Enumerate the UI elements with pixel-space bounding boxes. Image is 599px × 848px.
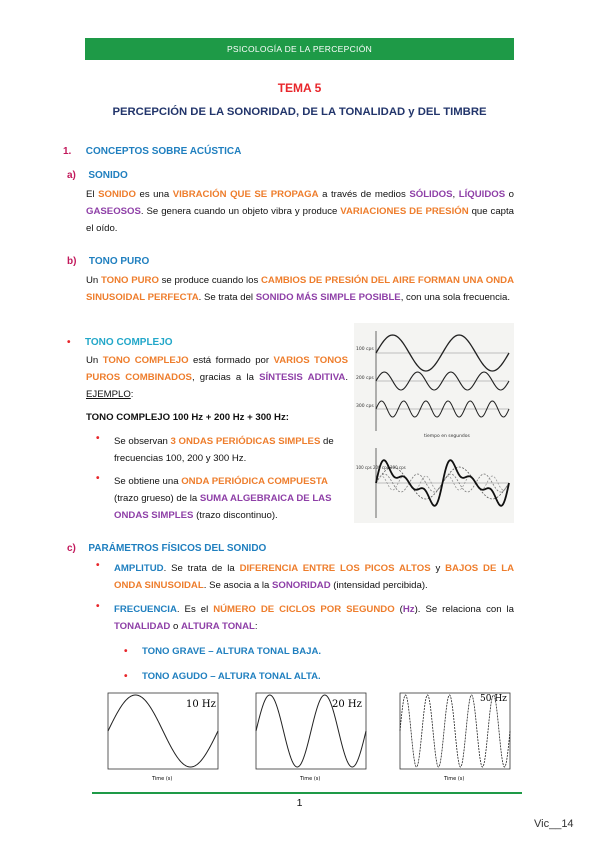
section-title: CONCEPTOS SOBRE ACÚSTICA	[85, 146, 242, 157]
bullet-marker: •	[96, 433, 100, 444]
bullet-marker: •	[96, 601, 100, 612]
subsection-marker: b)	[67, 256, 77, 267]
frequency-plot-20hz	[248, 689, 368, 784]
complex-tone-figure	[354, 323, 514, 523]
bullet-marker: •	[96, 473, 100, 484]
plot-label: 20 Hz	[332, 699, 362, 710]
axis-label: tiempo en segundos	[424, 434, 470, 439]
plot-xlabel: Time (s)	[152, 776, 173, 782]
page-number: 1	[296, 797, 303, 809]
header-banner: PSICOLOGÍA DE LA PERCEPCIÓN	[85, 38, 514, 60]
subsection-marker: a)	[67, 170, 76, 181]
plot-xlabel: Time (s)	[300, 776, 321, 782]
list-item	[124, 666, 321, 684]
footer-divider	[92, 792, 522, 794]
subsection-c-heading	[67, 538, 266, 556]
subsection-title: TONO PURO	[88, 256, 150, 267]
list-item	[124, 641, 321, 659]
wave-label: 100 cps 200 cps 300 cps	[356, 465, 406, 470]
subsection-title: SONIDO	[88, 170, 128, 181]
subsection-a-heading	[67, 165, 128, 183]
list-item: • Se observan 3 ONDAS PERIÓDICAS SIMPLES de frecuencias 100, 200 y 300 Hz.	[96, 433, 334, 464]
bullet-marker: •	[124, 671, 128, 682]
plot-label: 10 Hz	[186, 699, 216, 710]
section-number: 1.	[63, 146, 72, 157]
tono-agudo: TONO AGUDO – ALTURA TONAL ALTA.	[141, 671, 321, 682]
list-item: • AMPLITUD. Se trata de la DIFERENCIA ENTRE LOS PICOS ALTOS y BAJOS DE LA ONDA SINUSOIDAL. Se asocia a la SONORIDAD (intensidad percibida).	[96, 560, 514, 591]
frequency-plot-50hz	[392, 689, 512, 784]
section-heading	[63, 141, 241, 159]
frequency-plot-10hz	[100, 689, 220, 784]
subsection-b-heading	[67, 251, 149, 269]
bullet-marker: •	[67, 337, 71, 348]
list-item: • Se obtiene una ONDA PERIÓDICA COMPUESTA (trazo grueso) de la SUMA ALGEBRAICA DE LAS ONDAS SIMPLES (trazo discontinuo).	[96, 473, 332, 521]
tono-complejo-paragraph: Un TONO COMPLEJO está formado por VARIOS TONOS PUROS COMBINADOS, gracias a la SÍNTESIS ADITIVA. EJEMPLO:	[86, 355, 348, 400]
subsection-marker: c)	[67, 543, 76, 554]
wave-label: 100 cps	[356, 347, 374, 352]
tono-grave: TONO GRAVE – ALTURA TONAL BAJA.	[141, 646, 322, 657]
document-tag: Vic__14	[534, 818, 574, 830]
bullet-marker: •	[124, 646, 128, 657]
plot-label: 50 Hz	[480, 694, 507, 704]
page-title: PERCEPCIÓN DE LA SONORIDAD, DE LA TONALIDAD y DEL TIMBRE	[112, 106, 487, 118]
list-item: • FRECUENCIA. Es el NÚMERO DE CICLOS POR SEGUNDO (Hz). Se relaciona con la TONALIDAD o ALTURA TONAL:	[96, 601, 515, 632]
sonido-paragraph: El SONIDO es una VIBRACIÓN QUE SE PROPAGA a través de medios SÓLIDOS, LÍQUIDOS o GASEOSOS. Se genera cuando un objeto vibra y produce VARIACIONES DE PRESIÓN que capta el oído.	[86, 189, 514, 234]
plot-xlabel: Time (s)	[444, 776, 465, 782]
tema-label: TEMA 5	[277, 81, 322, 95]
wave-label: 300 cps	[356, 404, 374, 409]
bullet-marker: •	[96, 560, 100, 571]
tono-puro-paragraph: Un TONO PURO se produce cuando los CAMBIOS DE PRESIÓN DEL AIRE FORMAN UNA ONDA SINUSOIDAL PERFECTA. Se trata del SONIDO MÁS SIMPLE POSIBLE, con una sola frecuencia.	[86, 275, 515, 303]
subsection-title: PARÁMETROS FÍSICOS DEL SONIDO	[88, 543, 267, 554]
wave-label: 200 cps	[356, 376, 374, 381]
subsection-title: TONO COMPLEJO	[84, 337, 173, 348]
tono-complejo-heading	[67, 332, 173, 350]
example-line: TONO COMPLEJO 100 Hz + 200 Hz + 300 Hz:	[86, 412, 289, 423]
